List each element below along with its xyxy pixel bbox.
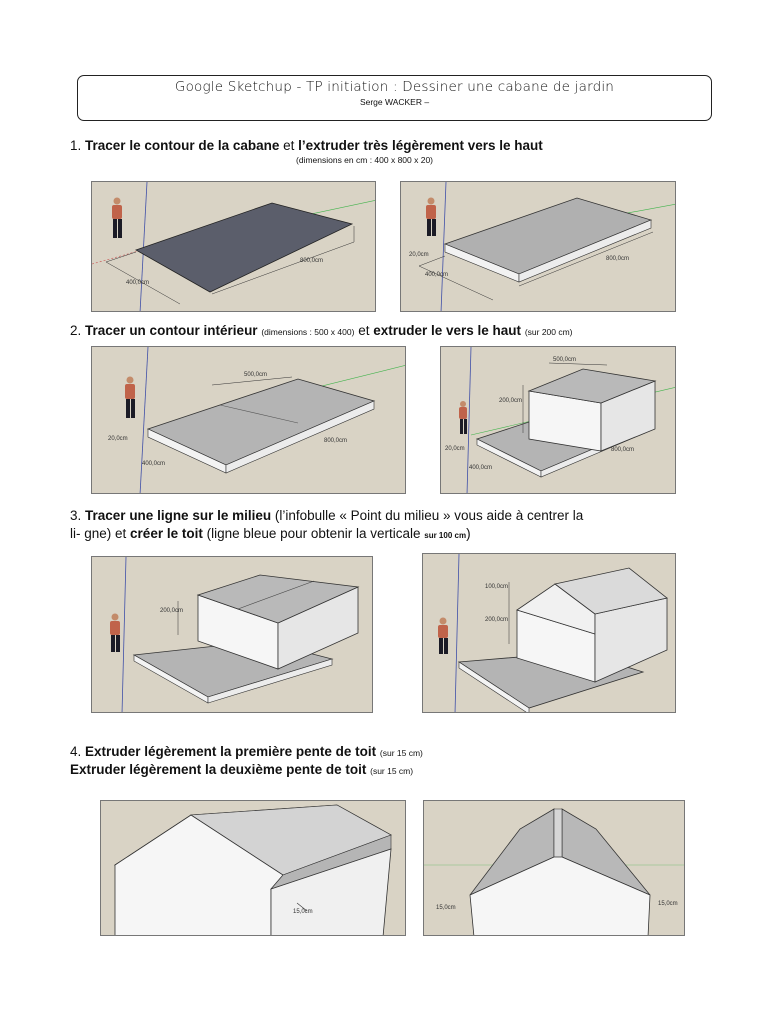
step-1-bold-text-1: Tracer le contour de la cabane xyxy=(85,138,280,153)
step-4-heading-line-2 xyxy=(70,761,413,780)
step-3-number: 3. xyxy=(70,508,82,523)
step-3-text-1: (l’infobulle « Point du milieu » vous aide à centrer la xyxy=(274,508,584,523)
step-3-heading-line-2 xyxy=(70,525,471,545)
step-3-bold-text-2: créer le toit xyxy=(130,526,203,541)
step-3-image-midline xyxy=(91,556,373,713)
step-1-image-slab-selected xyxy=(91,181,376,312)
step-3-heading-line-1 xyxy=(70,507,583,525)
step-4-number: 4. xyxy=(70,744,82,759)
dimension-label-width: 400,0cm xyxy=(469,465,493,471)
step-4-note-2: (sur 15 cm) xyxy=(370,766,414,776)
step-2-image-inner-outline xyxy=(91,346,406,494)
dimension-label-extrusion: 15,0cm xyxy=(293,909,313,915)
person-figure xyxy=(426,198,436,237)
step-1-image-slab-extruded xyxy=(400,181,676,312)
dimension-label-wall-height: 200,0cm xyxy=(160,608,184,614)
step-4-image-first-slope xyxy=(100,800,406,936)
dimension-label-height: 20,0cm xyxy=(108,436,128,442)
document-title: Google Sketchup - TP initiation : Dessiner une cabane de jardin xyxy=(174,79,615,95)
step-4-bold-text-1: Extruder légèrement la première pente de toit xyxy=(85,744,377,759)
step-3-close-paren: ) xyxy=(466,526,471,541)
person-figure xyxy=(110,614,120,653)
person-figure xyxy=(459,401,467,434)
step-1-heading xyxy=(70,137,543,155)
dimension-label-length: 800,0cm xyxy=(611,447,635,453)
dimension-label-length: 800,0cm xyxy=(606,256,630,262)
person-figure xyxy=(438,618,448,655)
dimension-label-right: 15,0cm xyxy=(658,901,678,907)
step-3-height-note: sur 100 cm xyxy=(424,531,467,540)
step-2-bold-text-2: extruder le vers le haut xyxy=(373,323,522,338)
step-1-connector: et xyxy=(283,138,295,153)
dimension-label-height: 20,0cm xyxy=(409,252,429,258)
dimension-label-width: 400,0cm xyxy=(126,280,150,286)
step-4-image-second-slope xyxy=(423,800,685,936)
step-1-dimensions-note: (dimensions en cm : 400 x 800 x 20) xyxy=(296,155,434,165)
title-box xyxy=(77,75,712,121)
step-4-bold-text-2: Extruder légèrement la deuxième pente de toit xyxy=(70,762,367,777)
dimension-label-roof-height: 100,0cm xyxy=(485,584,509,590)
step-2-image-extruded-block xyxy=(440,346,676,494)
dimension-label-wall-height: 200,0cm xyxy=(499,398,523,404)
step-2-heading xyxy=(70,322,573,341)
step-1-number: 1. xyxy=(70,138,82,153)
person-figure xyxy=(125,377,135,419)
step-2-bold-text-1: Tracer un contour intérieur xyxy=(85,323,258,338)
dimension-label-inner: 500,0cm xyxy=(553,357,577,363)
step-2-dimensions-note: (dimensions : 500 x 400) xyxy=(261,327,355,337)
step-4-note-1: (sur 15 cm) xyxy=(379,748,423,758)
dimension-label-length: 800,0cm xyxy=(300,258,324,264)
step-2-number: 2. xyxy=(70,323,82,338)
dimension-label-length: 800,0cm xyxy=(324,438,348,444)
step-4-heading-line-1 xyxy=(70,743,423,762)
dimension-label-inner: 500,0cm xyxy=(244,372,268,378)
step-3-image-roof xyxy=(422,553,676,713)
step-2-connector: et xyxy=(358,323,370,338)
step-2-height-note: (sur 200 cm) xyxy=(524,327,573,337)
dimension-label-left: 15,0cm xyxy=(436,905,456,911)
dimension-label-width: 400,0cm xyxy=(425,272,449,278)
dimension-label-height: 20,0cm xyxy=(445,446,465,452)
dimension-label-wall-height: 200,0cm xyxy=(485,617,509,623)
dimension-label-width: 400,0cm xyxy=(142,461,166,467)
author-line: Serge WACKER – xyxy=(359,97,430,107)
step-3-text-2: li- gne) et xyxy=(70,526,127,541)
step-3-text-3: (ligne bleue pour obtenir la verticale xyxy=(206,526,421,541)
step-1-bold-text-2: l’extruder très légèrement vers le haut xyxy=(298,138,543,153)
step-3-bold-text-1: Tracer une ligne sur le milieu xyxy=(85,508,272,523)
person-figure xyxy=(112,198,122,239)
